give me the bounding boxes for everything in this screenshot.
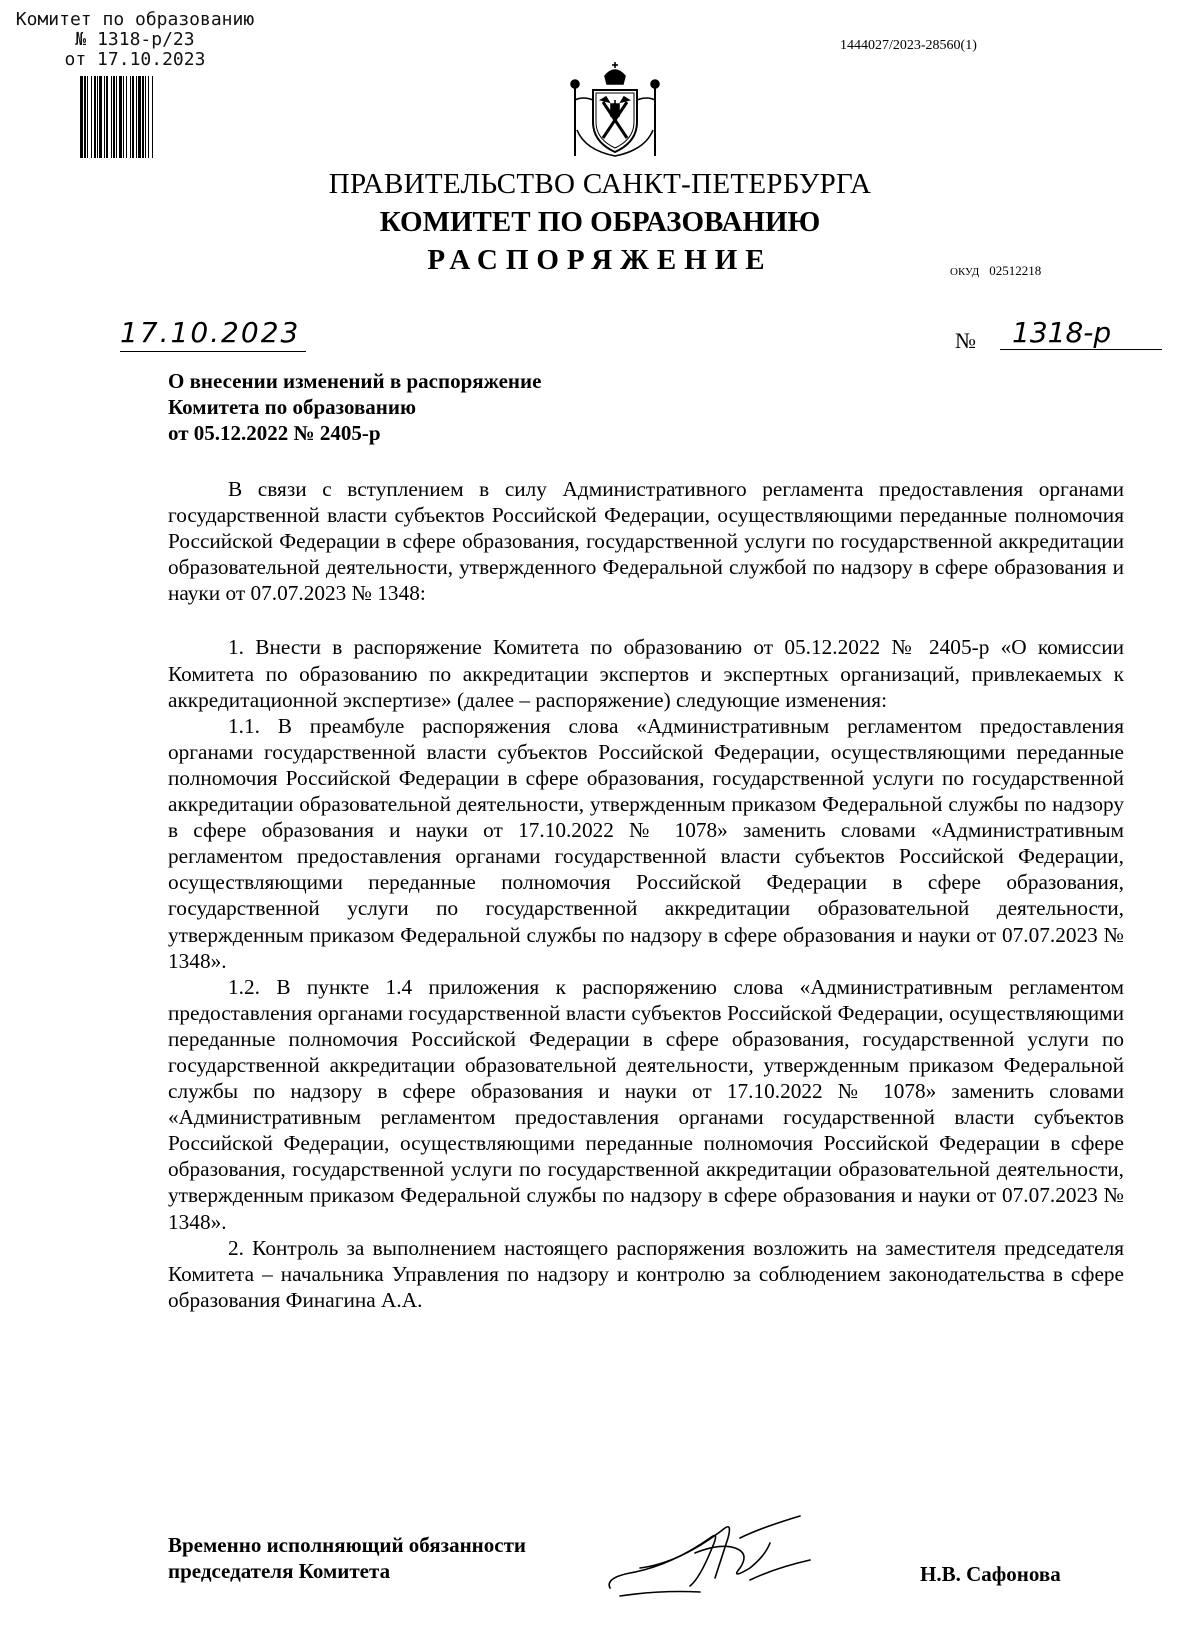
subject-line: Комитета по образованию [168, 395, 417, 419]
clause-1-2: 1.2. В пункте 1.4 приложения к распоряжению слова «Административным регламентом предоставления органами государственной власти субъектов Российской Федерации, осуществляющими переданные полномочия Российской Федерации в сфере образования, государственной услуги по государственной аккредитации образовательной деятельности, утвержденным приказом Федеральной службы по надзору в сфере образования и науки от 17.10.2022 № 1078» заменить словами «Административным регламентом предоставления органами государственной власти субъектов Российской Федерации, осуществляющими переданные полномочия Российской Федерации в сфере образования, государственной услуги по государственной аккредитации образовательной деятельности, утвержденным приказом Федеральной службы по надзору в сфере образования и науки от 07.07.2023 № 1348». [168, 974, 1124, 1234]
clause-1: 1. Внести в распоряжение Комитета по образованию от 05.12.2022 № 2405-р «О комиссии Комитета по образованию по аккредитации экспертов и экспертных организаций, привлекаемых к аккредитационной экспертизе» (далее – распоряжение) следующие изменения: [168, 635, 1124, 712]
handwritten-number: 1318-р [1000, 316, 1162, 350]
signatory-position [168, 1532, 526, 1584]
document-subject [168, 368, 541, 446]
clause-1-1: 1.1. В преамбуле распоряжения слова «Административным регламентом предоставления органами государственной власти субъектов Российской Федерации, осуществляющими переданные полномочия Российской Федерации в сфере образования, государственной услуги по государственной аккредитации образовательной деятельности, утвержденным приказом Федеральной службы по надзору в сфере образования и науки от 17.10.2022 № 1078» заменить словами «Административным регламентом предоставления органами государственной власти субъектов Российской Федерации, осуществляющими переданные полномочия Российской Федерации в сфере образования, государственной услуги по государственной аккредитации образовательной деятельности, утвержденным приказом Федеральной службы по надзору в сфере образования и науки от 07.07.2023 № 1348». [168, 713, 1124, 973]
okud-label: ОКУД [950, 266, 980, 278]
number-label: № [955, 328, 976, 353]
stamp-organization: Комитет по образованию [15, 9, 255, 30]
clause-2: 2. Контроль за выполнением настоящего распоряжения возложить на заместителя председателя Комитета – начальника Управления по надзору и контролю за соблюдением законодательства в сфере образования Финагина А.А. [168, 1235, 1124, 1312]
okud-code [950, 263, 1041, 279]
signatory-position-line: Временно исполняющий обязанности [168, 1533, 527, 1557]
handwritten-signature [600, 1508, 820, 1603]
barcode [80, 76, 230, 158]
subject-line: О внесении изменений в распоряжение [168, 369, 542, 393]
document-type: РАСПОРЯЖЕНИЕ [427, 244, 773, 276]
handwritten-date: 17.10.2023 [120, 316, 306, 352]
okud-value: 02512218 [989, 263, 1042, 278]
preamble-paragraph: В связи с вступлением в силу Административного регламента предоставления органами государственной власти субъектов Российской Федерации, осуществляющими переданные полномочия Российской Федерации в сфере образования, государственной услуги по государственной аккредитации образовательной деятельности, утвержденного Федеральной службой по надзору в сфере образования и науки от 07.07.2023 № 1348: [168, 477, 1124, 606]
government-title: ПРАВИТЕЛЬСТВО САНКТ-ПЕТЕРБУРГА [328, 168, 872, 200]
stamp-number: № 1318-р/23 [75, 29, 195, 50]
signatory-name: Н.В. Сафонова [920, 1562, 1061, 1586]
barcode-bar [153, 76, 155, 158]
coat-of-arms-icon [565, 60, 665, 160]
signatory-position-line: председателя Комитета [168, 1559, 391, 1583]
document-body [168, 476, 1124, 1313]
registration-number: 1444027/2023-28560(1) [840, 38, 977, 53]
committee-title: КОМИТЕТ ПО ОБРАЗОВАНИЮ [379, 206, 821, 238]
registration-stamp [0, 10, 270, 70]
stamp-date: от 17.10.2023 [64, 49, 206, 70]
subject-line: от 05.12.2022 № 2405-р [168, 421, 381, 445]
